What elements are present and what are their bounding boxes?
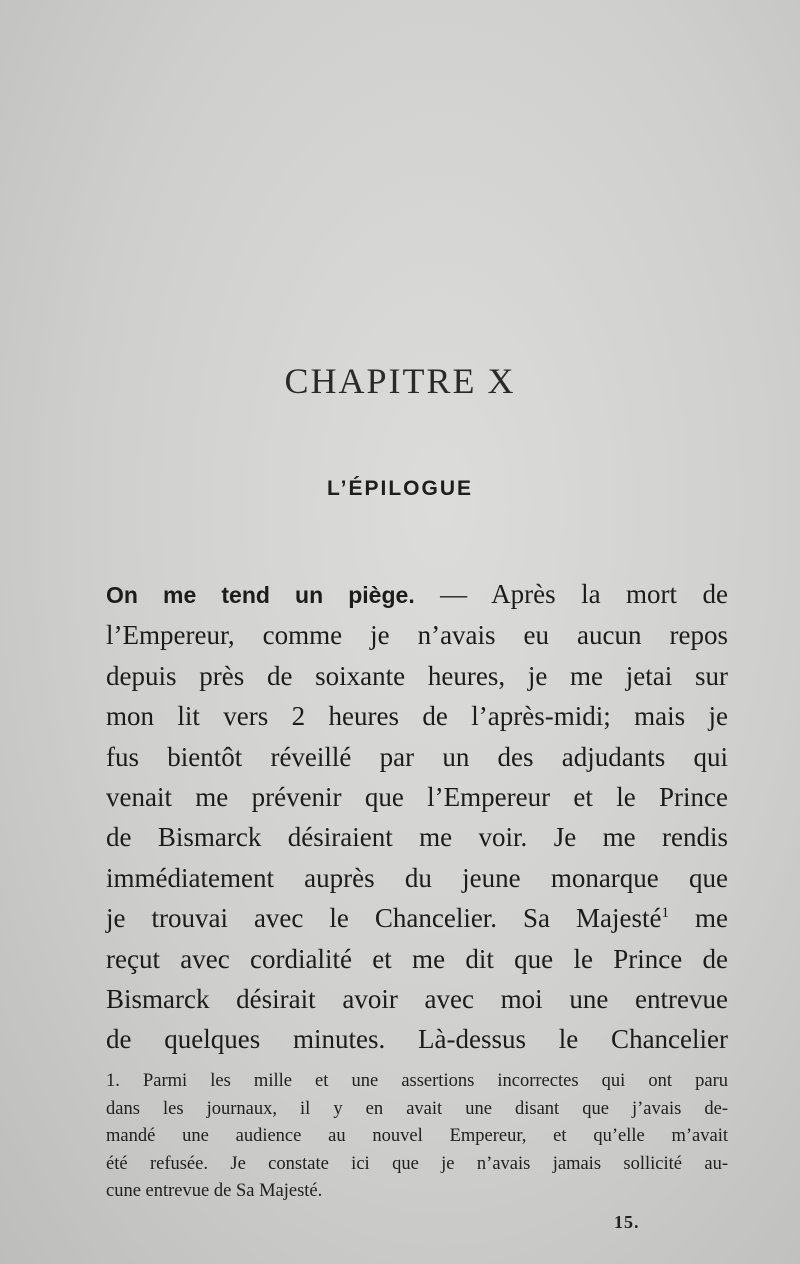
footnote-line: mandé une audience au nouvel Empereur, et qu’elle m’avait (106, 1126, 728, 1146)
body-line: mon lit vers 2 heures de l’après-midi; mais je (106, 701, 728, 732)
body-line: On me tend un piège. — Après la mort de (106, 579, 728, 609)
footnote-line: été refusée. Je constate ici que je n’avais jamais sollicité au- (106, 1153, 728, 1174)
body-line: de quelques minutes. Là-dessus le Chancelier (106, 1024, 728, 1055)
chapter-subtitle: L’ÉPILOGUE (326, 477, 474, 500)
section-lead: On me tend un piège. (106, 582, 415, 608)
body-line: l’Empereur, comme je n’avais eu aucun repos (106, 620, 728, 651)
body-line: depuis près de soixante heures, je me jetai sur (106, 660, 728, 691)
body-line: reçut avec cordialité et me dit que le Prince de (106, 943, 728, 974)
page-number: 15. (614, 1212, 640, 1232)
body-line: immédiatement auprès du jeune monarque que (106, 862, 728, 893)
body-line: je trouvai avec le Chancelier. Sa Majesté$^1$ me (106, 903, 728, 934)
body-line: fus bientôt réveillé par un des adjudants qui (106, 741, 728, 772)
bleed-through-texture (95, 95, 735, 133)
body-paragraph (106, 574, 728, 1060)
footnote (106, 1068, 728, 1206)
body-line: Bismarck désirait avoir avec moi une entrevue (106, 984, 728, 1015)
footnote-reference: 1 (661, 905, 670, 922)
footnote-line: 1. Parmi les mille et une assertions incorrectes qui ont paru (106, 1071, 728, 1091)
body-line: de Bismarck désiraient me voir. Je me rendis (106, 822, 728, 853)
chapter-title: CHAPITRE X (284, 361, 516, 401)
footnote-line: dans les journaux, il y en avait une disant que j’avais de- (106, 1098, 728, 1119)
body-line: venait me prévenir que l’Empereur et le Prince (106, 782, 728, 813)
footnote-line: cune entrevue de Sa Majesté. (106, 1181, 323, 1201)
